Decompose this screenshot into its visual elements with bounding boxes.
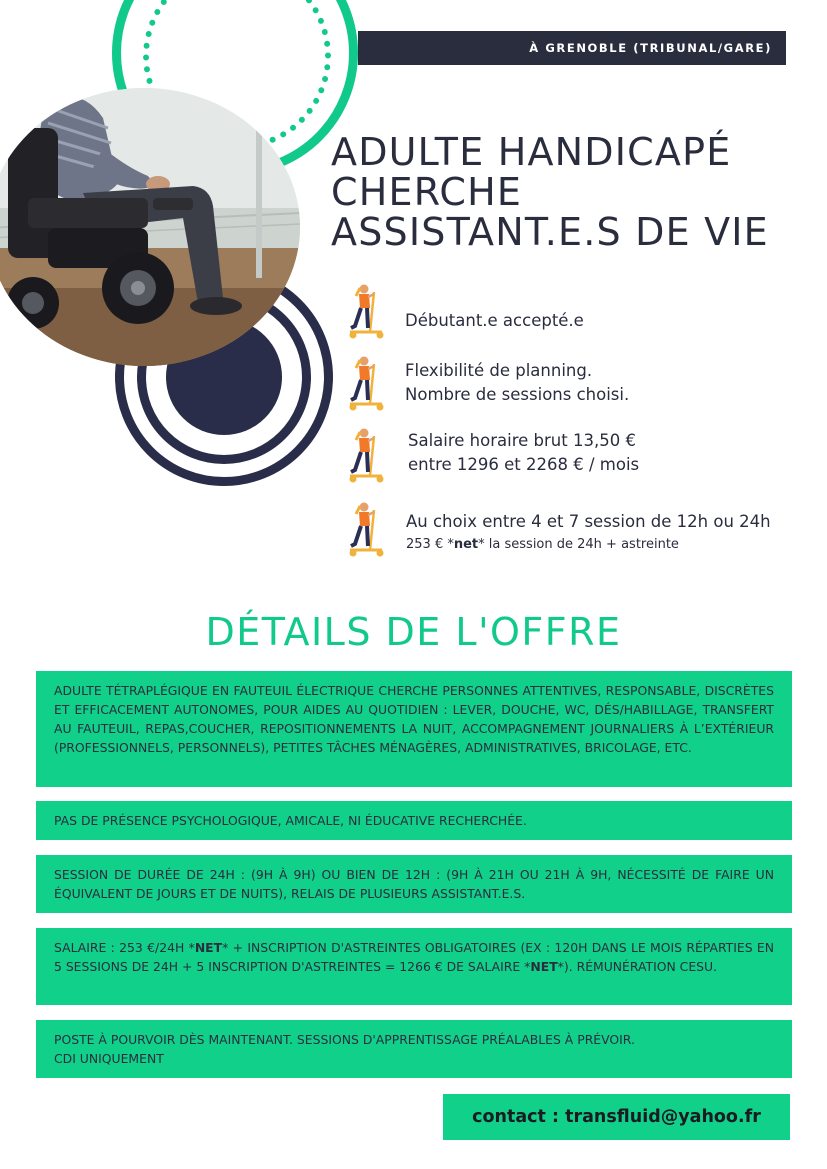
detail-box-5	[36, 1020, 792, 1078]
title-line-2: CHERCHE	[331, 170, 523, 214]
feature-2-line-2: Nombre de sessions choisi.	[405, 385, 630, 404]
salary-net-2: NET	[530, 959, 558, 974]
detail-box-3	[36, 855, 792, 913]
salary-net-1: NET	[194, 940, 223, 955]
detail-box-1	[36, 671, 792, 787]
scooter-woman-icon	[344, 426, 386, 484]
section-title: DÉTAILS DE L'OFFRE	[205, 610, 622, 654]
title-line-1: ADULTE HANDICAPÉ	[331, 130, 732, 174]
detail-text-5-line-2: CDI UNIQUEMENT	[54, 1051, 164, 1066]
detail-text-1: ADULTE TÉTRAPLÉGIQUE EN FAUTEUIL ÉLECTRIQUE CHERCHE PERSONNES ATTENTIVES, RESPONSABLE, DISCRÈTES ET EFFICACEMENT AUTONOMES, POUR AIDES AU QUOTIDIEN : LEVER, DOUCHE, WC, DÉS/HABILLAGE, TRANSFERT AU FAUTEUIL, REPAS,COUCHER, REPOSITIONNEMENTS LA NUIT, ACCOMPAGNEMENT JOURNALIERS À L’EXTÉRIEUR (PROFESSIONNELS, PERSONNELS), PETITES TÂCHES MÉNAGÈRES, ADMINISTRATIVES, BRICOLAGE, ETC.	[54, 683, 774, 755]
feature-3	[408, 429, 639, 477]
detail-text-3: SESSION DE DURÉE DE 24H : (9H À 9H) OU BIEN DE 12H : (9H À 21H OU 21H À 9H, NÉCESSITÉ DE FAIRE UN ÉQUIVALENT DE JOURS ET DE NUITS), RELAIS DE PLUSIEURS ASSISTANT.E.S.	[54, 867, 774, 901]
detail-box-4	[36, 928, 792, 1005]
feature-4-net: net	[453, 537, 479, 552]
salary-text-c: *). RÉMUNÉRATION CESU.	[557, 959, 718, 974]
feature-4	[406, 510, 771, 556]
salary-text-b: * + INSCRIPTION D'ASTREINTES OBLIGATOIRES (EX : 120H DANS LE MOIS RÉPARTIES EN 5 SESSIONS DE 24H + 5 INSCRIPTION D'ASTREINTES = 1266 € DE SALAIRE *	[54, 940, 774, 974]
page-title	[331, 132, 826, 252]
title-line-3: ASSISTANT.E.S DE VIE	[331, 210, 769, 254]
scooter-woman-icon	[344, 500, 386, 558]
feature-1-line-1: Débutant.e accepté.e	[405, 311, 584, 330]
feature-4-suffix: * la session de 24h + astreinte	[478, 537, 679, 552]
feature-3-line-1: Salaire horaire brut 13,50 €	[408, 431, 636, 450]
feature-2-line-1: Flexibilité de planning.	[405, 361, 593, 380]
feature-4-price: 253 € *	[406, 537, 454, 552]
detail-text-2: PAS DE PRÉSENCE PSYCHOLOGIQUE, AMICALE, NI ÉDUCATIVE RECHERCHÉE.	[54, 813, 527, 828]
feature-3-line-2: entre 1296 et 2268 € / mois	[408, 455, 640, 474]
feature-4-line-1: Au choix entre 4 et 7 session de 12h ou 24h	[406, 512, 771, 531]
detail-text-4	[54, 938, 774, 976]
wheelchair-photo	[0, 88, 300, 366]
feature-4-line-2	[406, 534, 771, 556]
salary-text-a: SALAIRE : 253 €/24H *	[54, 940, 195, 955]
scooter-woman-icon	[344, 354, 386, 412]
feature-2	[405, 359, 629, 407]
contact-email-button[interactable]: contact : transfluid@yahoo.fr	[443, 1094, 790, 1140]
wheelchair-illustration	[0, 88, 300, 366]
feature-1	[405, 309, 584, 333]
detail-text-5-line-1: POSTE À POURVOIR DÈS MAINTENANT. SESSIONS D'APPRENTISSAGE PRÉALABLES À PRÉVOIR.	[54, 1032, 635, 1047]
scooter-woman-icon	[344, 282, 386, 340]
location-banner: À GRENOBLE (TRIBUNAL/GARE)	[358, 31, 786, 65]
detail-box-2	[36, 801, 792, 840]
